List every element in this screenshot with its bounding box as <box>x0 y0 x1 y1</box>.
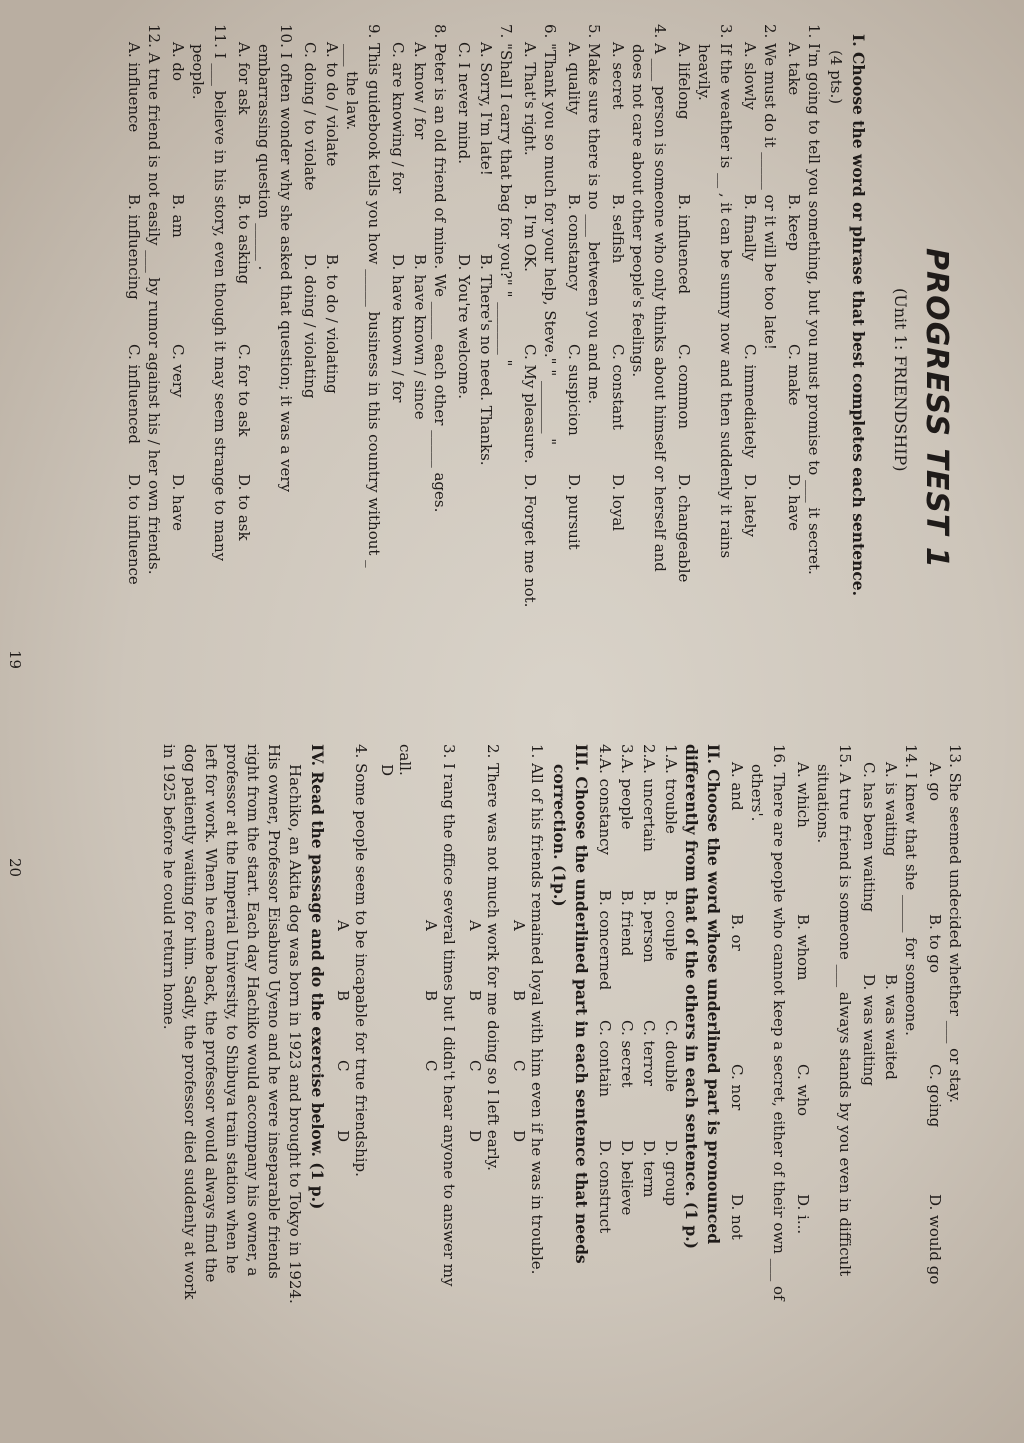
correction-1-mark: D <box>510 1130 528 1143</box>
question-10-option: D. to ask <box>235 474 253 541</box>
pronunciation-3-option: D. believe <box>618 1140 636 1216</box>
question-6-option: C. My pleasure. <box>521 344 539 464</box>
correction-5-mark: C <box>334 1060 352 1072</box>
question-14-text: 14. I knew that she _____ for someone. <box>902 744 920 1036</box>
question-1-text: 1. I'm going to tell you something, but you must promise to ___ it secret. <box>805 24 823 575</box>
question-4-text: 4. A ___ person is someone who only thinks about himself or herself and <box>651 24 669 572</box>
question-15-option: D. i... <box>794 1194 812 1235</box>
question-10-option: A. for ask <box>235 42 253 115</box>
correction-5-mark: A <box>334 920 352 931</box>
question-12-text: 12. A true friend is not easily ___ by rumor against his / her own friends. <box>145 24 163 575</box>
question-13-text: 13. She seemed undecided whether ___ or stay. <box>946 744 964 1104</box>
question-14-option: B. was waited <box>882 974 900 1080</box>
question-2-option: D. lately <box>741 474 759 537</box>
question-3-option: B. influenced <box>675 194 693 295</box>
page-19 <box>0 0 1024 720</box>
question-6-text: 6. "Thank you so much for your help, Steve." " _______ " <box>541 24 559 446</box>
section-3-heading-cont: correction. (1p.) <box>550 764 569 907</box>
pronunciation-4-option: B. concerned <box>596 890 614 991</box>
pronunciation-3-option: C. secret <box>618 1020 636 1088</box>
correction-3-mark: B <box>422 990 440 1002</box>
passage-line: right from the start. Each day Hachiko would accompany his owner, a <box>244 744 262 1277</box>
correction-5-mark: B <box>334 990 352 1002</box>
question-11-text: people. <box>189 44 207 100</box>
question-8-option: C. are knowing / for <box>389 42 407 194</box>
question-4-option: D. loyal <box>609 474 627 532</box>
pronunciation-2-option: D. term <box>640 1140 658 1198</box>
question-16-option: B. or <box>728 914 746 951</box>
passage-line: Hachiko, an Akita dog was born in 1923 and brought to Tokyo in 1924. <box>286 764 304 1304</box>
pronunciation-2-option: 2.A. uncertain <box>640 744 658 852</box>
question-4-text: does not care about other people's feelings. <box>629 44 647 378</box>
correction-4-text: call. <box>396 744 414 776</box>
correction-1-text: 1. All of his friends remained loyal with him even if he was in trouble. <box>528 744 546 1275</box>
question-9-option: C. doing / to violate <box>301 42 319 191</box>
question-10-text: 10. I often wonder why she asked that question; it was a very <box>277 24 295 493</box>
correction-3-mark: A <box>422 920 440 931</box>
pronunciation-1-option: C. double <box>662 1020 680 1093</box>
section-3-heading: III. Choose the underlined part in each sentence that needs <box>572 744 591 1264</box>
question-5-text: 5. Make sure there is no ___ between you and me. <box>585 24 603 404</box>
pronunciation-1-option: D. group <box>662 1140 680 1207</box>
question-1-option: B. keep <box>785 194 803 252</box>
passage-line: left for work. When he came back, the professor would always find the <box>202 744 220 1283</box>
question-1-option: D. have <box>785 474 803 531</box>
correction-5-text: 4. Some people seem to be incapable for true friendship. <box>352 744 370 1177</box>
question-3-option: D. changeable <box>675 474 693 583</box>
question-3-option: A. lifelong <box>675 42 693 120</box>
question-14-option: D. was waiting <box>860 974 878 1086</box>
passage-line: dog patiently waiting for him. Sadly, the professor died suddenly at work <box>181 744 199 1300</box>
question-7-option: A. Sorry, I'm late! <box>477 42 495 176</box>
question-16-text: others'. <box>748 764 766 822</box>
question-11-option: D. have <box>169 474 187 531</box>
question-15-text: 15. A true friend is someone ___ always stands by you even in difficult <box>836 744 854 1277</box>
question-9-option: B. to do / violating <box>323 254 341 394</box>
question-8-option: D. have known / for <box>389 254 407 403</box>
question-15-option: B. whom <box>794 914 812 981</box>
question-11-text: 11. I ___ believe in his story, even though it may seem strange to many <box>211 24 229 562</box>
correction-2-mark: A <box>466 920 484 931</box>
question-16-text: 16. There are people who cannot keep a secret, either of their own ___ of <box>770 744 788 1301</box>
question-9-text: 9. This guidebook tells you how _____ business in this country without _ <box>365 24 383 568</box>
question-3-text: heavily. <box>695 44 713 101</box>
question-10-option: B. to asking <box>235 194 253 285</box>
question-14-option: A. is waiting <box>882 762 900 857</box>
question-14-option: C. has been waiting <box>860 762 878 912</box>
page-20 <box>0 740 1024 1443</box>
question-10-text: embarrassing question _____ . <box>255 44 273 271</box>
passage-line: professor at the Imperial University, to Shibuya train station when he <box>223 744 241 1274</box>
question-12-option: D. to influence <box>125 474 143 585</box>
passage-line: in 1925 before he could return home. <box>160 744 178 1030</box>
question-2-option: C. immediately <box>741 344 759 459</box>
pronunciation-4-option: 4.A. constancy <box>596 744 614 855</box>
question-15-text: situations. <box>814 764 832 844</box>
correction-3-text: 3. I rang the office several times but I didn't hear anyone to answer my <box>440 744 458 1287</box>
page-subtitle: (Unit 1: FRIENDSHIP) <box>891 288 910 472</box>
page-number-20: 20 <box>6 858 24 878</box>
pronunciation-2-option: C. terror <box>640 1020 658 1086</box>
correction-2-mark: C <box>466 1060 484 1072</box>
pronunciation-3-option: 3.A. people <box>618 744 636 830</box>
question-4-option: B. selfish <box>609 194 627 264</box>
question-9-option: A. to do / violate <box>323 42 341 167</box>
question-13-option: A. go <box>926 762 944 802</box>
question-8-option: B. have known / since <box>411 254 429 420</box>
question-5-option: A. quality <box>565 42 583 115</box>
question-9-text: ___ the law. <box>343 44 361 131</box>
question-6-option: D. Forget me not. <box>521 474 539 608</box>
question-16-option: A. and <box>728 762 746 811</box>
correction-2-text: 2. There was not much work for me doing so I left early. <box>484 744 502 1171</box>
pronunciation-1-option: 1.A. trouble <box>662 744 680 834</box>
question-3-text: 3. If the weather is __ , it can be sunny now and then suddenly it rains <box>717 24 735 559</box>
question-12-option: A. influence <box>125 42 143 133</box>
question-16-option: C. nor <box>728 1064 746 1111</box>
correction-1-mark: A <box>510 920 528 931</box>
question-12-option: B. influencing <box>125 194 143 300</box>
question-8-text: 8. Peter is an old friend of mine. We _____ each other _____ ages. <box>431 24 449 513</box>
question-13-option: B. to go <box>926 914 944 974</box>
section-1-heading: I. Choose the word or phrase that best completes each sentence. <box>849 34 868 597</box>
pronunciation-3-option: B. friend <box>618 890 636 957</box>
question-15-option: C. who <box>794 1064 812 1117</box>
correction-3-mark: C <box>422 1060 440 1072</box>
question-13-option: D. would go <box>926 1194 944 1285</box>
question-6-option: A. That's right. <box>521 42 539 156</box>
correction-2-mark: B <box>466 990 484 1002</box>
section-1-points: (4 pts.) <box>827 50 845 105</box>
question-9-option: D. doing / violating <box>301 254 319 399</box>
question-5-option: B. constancy <box>565 194 583 291</box>
passage-line: His owner, Professor Eisaburo Uyeno and he were inseparable friends <box>265 744 283 1279</box>
correction-1-mark: C <box>510 1060 528 1072</box>
question-15-option: A. which <box>794 762 812 828</box>
section-2-heading-cont: differently from that of the others in each sentence. (1 p.) <box>682 744 701 1249</box>
question-11-option: C. very <box>169 344 187 398</box>
section-4-heading: IV. Read the passage and do the exercise below. (1 p.) <box>308 744 327 1210</box>
question-7-option: D. You're welcome. <box>455 254 473 400</box>
question-7-text: 7. "Shall I carry that bag for you?" " _______ " <box>497 24 515 367</box>
question-12-option: C. influenced <box>125 344 143 445</box>
question-7-option: C. I never mind. <box>455 42 473 165</box>
page-title: PROGRESS TEST 1 <box>919 248 954 569</box>
correction-2-mark: D <box>466 1130 484 1143</box>
question-2-option: B. finally <box>741 194 759 262</box>
question-6-option: B. I'm OK. <box>521 194 539 272</box>
question-13-option: C. going <box>926 1064 944 1128</box>
pronunciation-2-option: B. person <box>640 890 658 963</box>
question-16-option: D. not <box>728 1194 746 1240</box>
pronunciation-4-option: D. construct <box>596 1140 614 1234</box>
question-3-option: C. common <box>675 344 693 430</box>
question-1-option: C. make <box>785 344 803 406</box>
question-2-text: 2. We must do it _____ or it will be too late! <box>761 24 779 350</box>
question-5-option: D. pursuit <box>565 474 583 550</box>
question-4-option: A. secret <box>609 42 627 110</box>
question-5-option: C. suspicion <box>565 344 583 436</box>
pronunciation-4-option: C. contain <box>596 1020 614 1097</box>
question-7-option: B. There's no need. Thanks. <box>477 254 495 466</box>
pronunciation-1-option: B. couple <box>662 890 680 961</box>
question-11-option: B. am <box>169 194 187 238</box>
question-10-option: C. for to ask <box>235 344 253 437</box>
correction-5-mark: D <box>334 1130 352 1143</box>
question-8-option: A. know / for <box>411 42 429 140</box>
question-11-option: A. do <box>169 42 187 82</box>
correction-1-mark: B <box>510 990 528 1002</box>
section-2-heading: II. Choose the word whose underlined part is pronounced <box>704 744 723 1245</box>
correction-4-mark: D <box>378 764 396 777</box>
page-number: 19 <box>6 650 24 670</box>
question-2-option: A. slowly <box>741 42 759 111</box>
question-4-option: C. constant <box>609 344 627 430</box>
question-1-option: A. take <box>785 42 803 96</box>
